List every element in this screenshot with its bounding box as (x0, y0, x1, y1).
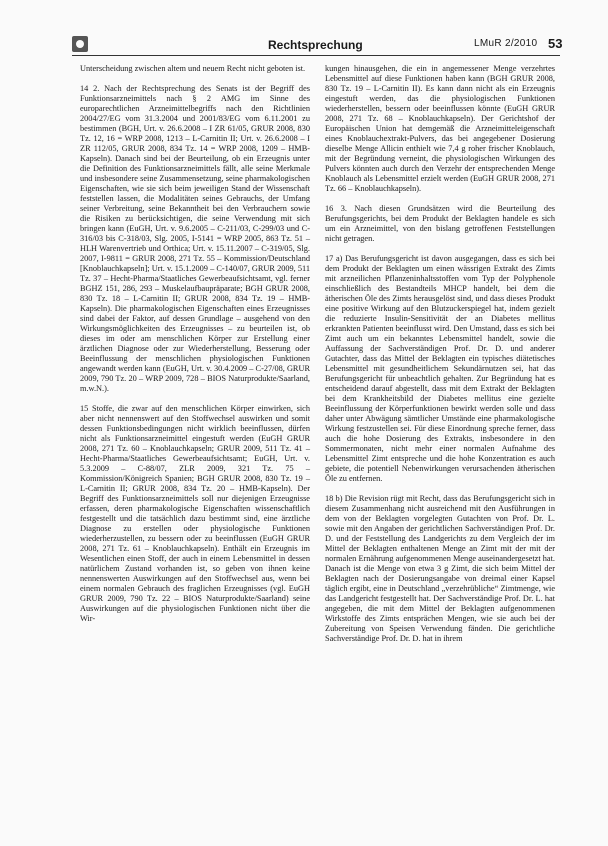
paragraph: 17 a) Das Berufungsgericht ist davon ausgegangen, dass es sich bei dem Produkt der Beklagten um einen wässrigen Extrakt des Zimts mit arzneilichen Pflanzeninhaltsstoffen vom Typ der Polyphenole einschließlich des Bestandteils MHCP handelt, bei dem die ätherischen Öle des Zimts herausgelöst sind, und dass dieses Produkt eine positive Wirkung auf den Blutzuckerspiegel hat, indem gezielt die reduzierte Insulin-Sensitivität der an Diabetes mellitus erkrankten Patienten beeinflusst wird. Den Umstand, dass es sich bei Zimt auch um ein bekanntes Lebensmittel handelt, sowie die Auffassung der Sachverständigen Prof. Dr. D. und anderer Gutachter, dass das Mittel der Beklagten ein typisches diätetisches Lebensmittel mit gesundheitlichem Sekundärnutzen sei, hat das Berufungsgericht für unbeachtlich gehalten. Zur Begründung hat es entscheidend darauf abgestellt, dass mit dem Extrakt der Beklagten bei dem Krankheitsbild der Diabetes mellitus eine gezielte Beeinflussung der Körperfunktionen bewirkt werden solle und dass daher unter Abwägung sämtlicher Umstände eine pharmakologische Wirkung festzustellen sei. Für diese Einordnung spreche ferner, dass auch die hohe Dosierung des Extrakts, insbesondere in den Sommermonaten, nicht mehr einer normalen Aufnahme des Lebensmittel Zimt entspreche und die hohe Konzentration es auch gebiete, die potentiell Nebenwirkungen verursachenden ätherischen Öle zu entfernen. (325, 254, 555, 483)
page-header (0, 0, 608, 64)
page-number: 53 (548, 36, 563, 51)
journal-issue: LMuR 2/2010 (474, 38, 538, 49)
right-column (325, 64, 555, 644)
paragraph: 18 b) Die Revision rügt mit Recht, dass das Berufungsgericht sich in diesem Zusammenhang nicht ausreichend mit den Ausführungen in dem von der Beklagten vorgelegten Gutachten von Prof. Dr. L. sowie mit den Angaben der gerichtlichen Sachverständigen Prof. Dr. D. und der Feststellung des Landgerichts zu dem Vergleich der im Mittel der Beklagten enthaltenen Menge an Zimt mit der mit der normalen Ernährung aufgenommenen Menge auseinandergesetzt hat. Danach ist die Menge von etwa 3 g Zimt, die sich beim Mittel der Beklagten nach der Dosierungsangabe von dreimal einer Kapsel täglich ergibt, eine in Deutschland „verzehrübliche“ Zimtmenge, wie das Landgericht festgestellt hat. Der Sachverständige Prof. Dr. L. hat angegeben, die mit dem Mittel der Beklagten aufgenommenen Wirkstoffe des Zimts entsprächen Mengen, wie sie auch bei der Zubereitung von Speisen Verwendung fänden. Die gerichtliche Sachverständige Prof. Dr. D. hat in ihrem (325, 494, 555, 643)
paragraph: 15 Stoffe, die zwar auf den menschlichen Körper einwirken, sich aber nicht nennenswert auf den Stoffwechsel auswirken und somit dessen Funktionsbedingungen nicht wirklich beeinflussen, dürfen nicht als Funktionsarzneimittel eingestuft werden (EuGH GRUR 2008, 271 Tz. 60 – Knoblauchkapseln; GRUR 2009, 511 Tz. 41 – Hecht-Pharma/Staatliches Gewerbeaufsichtsamt; EuGH, Urt. v. 5.3.2009 – C-88/07, ZLR 2009, 321 Tz. 75 – Kommission/Königreich Spanien; BGH GRUR 2008, 830 Tz. 19 – L-Carnitin II; GRUR 2008, 834 Tz. 20 – HMB-Kapseln). Der Begriff des Funktionsarzneimittels soll nur diejenigen Erzeugnisse erfassen, deren pharmakologische Eigenschaften wissenschaftlich festgestellt und die tatsächlich dazu bestimmt sind, eine ärztliche Diagnose zu erstellen oder physiologische Funktionen wiederherzustellen, zu bessern oder zu beeinflussen (EuGH GRUR 2008, 271 Tz. 61 – Knoblauchkapseln). Enthält ein Erzeugnis im Wesentlichen einen Stoff, der auch in einem Lebensmittel in dessen natürlichem Zustand vorhanden ist, so geben von ihnen keine nennenswerten Auswirkungen auf den Stoffwechsel aus, wenn bei einem normalen Gebrauch des fraglichen Erzeugnisses (vgl. EuGH GRUR 2009, 790 Tz. 22 – BIOS Naturprodukte/Saarland) seine Auswirkungen auf die physiologischen Funktionen nicht über die Wir- (80, 404, 310, 623)
paragraph: kungen hinausgehen, die ein in angemessener Menge verzehrtes Lebensmittel auf diese Funktionen haben kann (BGH GRUR 2008, 830 Tz. 19 – L-Carnitin II). Es kann dann nicht als ein Erzeugnis eingestuft werden, das die physiologischen Funktionen wiederherstellen, bessern oder beeinflussen könnte (EuGH GRUR 2008, 271 Tz. 68 – Knoblauchkapseln). Der Gerichtshof der Europäischen Union hat demgemäß die Arzneimitteleigenschaft eines Knoblauchextrakt-Pulvers, das bei angegebener Dosierung dieselbe Menge Allicin enthielt wie 7,4 g roher frischer Knoblauch, mit der Begründung verneint, die physiologischen Wirkungen des Pulvers könnten auch durch den Verzehr der entsprechenden Menge Knoblauch als Lebensmittel erzielt werden (EuGH GRUR 2008, 271 Tz. 66 – Knoblauchkapseln). (325, 64, 555, 193)
journal-logo-icon (72, 36, 88, 52)
header-rule (72, 55, 560, 56)
left-column (80, 64, 310, 624)
paragraph: 16 3. Nach diesen Grundsätzen wird die Beurteilung des Berufungsgerichts, bei dem Produkt der Beklagten handele es sich um ein Arzneimittel, von den bislang getroffenen Feststellungen nicht getragen. (325, 204, 555, 243)
section-title: Rechtsprechung (268, 38, 363, 52)
paragraph: Unterscheidung zwischen altem und neuem Recht nicht geboten ist. (80, 64, 306, 73)
paragraph: 14 2. Nach der Rechtsprechung des Senats ist der Begriff des Funktionsarzneimittels nach § 2 AMG im Sinne des europarechtlichen Arzneimittelbegriffs nach den Richtlinien 2004/27/EG vom 31.3.2004 und 2001/83/EG vom 6.11.2001 zu bestimmen (BGH, Urt. v. 26.6.2008 – I ZR 61/05, GRUR 2008, 830 Tz. 12, 16 = WRP 2008, 1213 – L-Carnitin II; Urt. v. 26.6.2008 – I ZR 112/05, GRUR 2008, 834 Tz. 14 = WRP 2008, 1209 – HMB-Kapseln). Danach sind bei der Beurteilung, ob ein Erzeugnis unter die Definition des Funktionsarzneimittels fällt, alle seine Merkmale und insbesondere seine Zusammensetzung, seine pharmakologischen Eigenschaften, wie sie sich beim jeweiligen Stand der Wissenschaft feststellen lassen, die Modalitäten seines Gebrauchs, der Umfang seiner Verbreitung, seine Bekanntheit bei den Verbrauchern sowie die Risiken zu berücksichtigen, die seine Verwendung mit sich bringen kann (EuGH, Urt. v. 9.6.2005 – C-211/03, C-299/03 und C-316/03 bis C-318/03, Slg. 2005, I-5141 = WRP 2005, 863 Tz. 51 – HLH Warenvertrieb und Orthica; Urt. v. 15.11.2007 – C-319/05, Slg. 2007, I-9811 = GRUR 2008, 271 Tz. 55 – Kommission/Deutschland [Knoblauchkapseln]; Urt. v. 15.1.2009 – C-140/07, GRUR 2009, 511 Tz. 37 – Hecht-Pharma/Staatliches Gewerbeaufsichtsamt, vgl. ferner BGHZ 151, 286, 293 – Muskelaufbaupräparate; BGH GRUR 2008, 830 Tz. 18 – L-Carnitin II; GRUR 2008, 834 Tz. 19 – HMB-Kapseln). Die pharmakologischen Eigenschaften eines Erzeugnisses sind dabei der Faktor, auf dessen Grundlage – ausgehend von den Wirkungsmöglichkeiten des Erzeugnisses – zu beurteilen ist, ob dieses im oder am menschlichen Körper zur Erstellung einer ärztlichen Diagnose oder zur Wiederherstellung, Besserung oder Beeinflussung der menschlichen physiologischen Funktionen angewandt werden kann (EuGH, Urt. v. 30.4.2009 – C-27/08, GRUR 2009, 790 Tz. 20 – WRP 2009, 728 – BIOS Naturprodukte/Saarland, m.w.N.). (80, 84, 310, 393)
